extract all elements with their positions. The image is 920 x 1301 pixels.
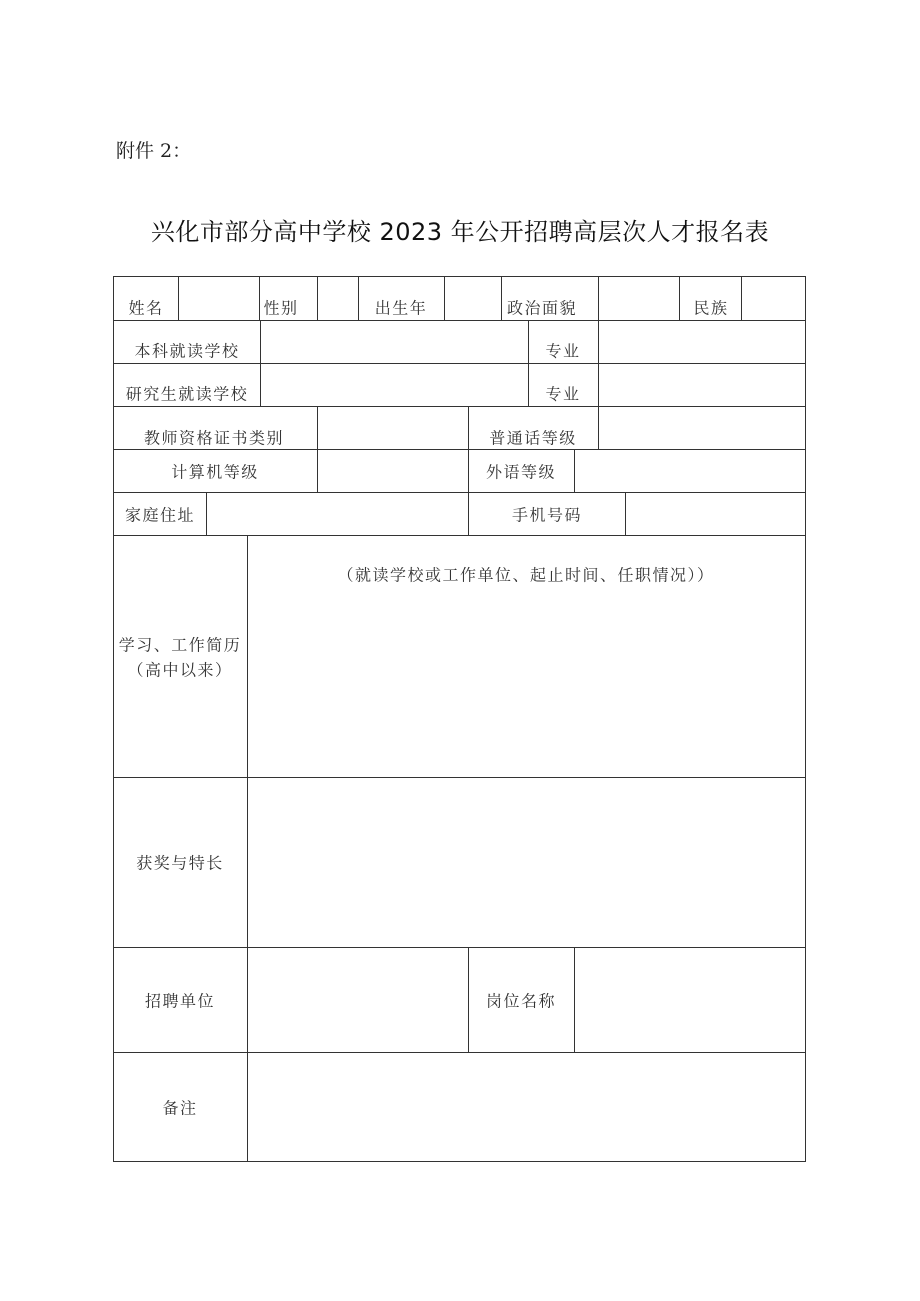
hiring-unit-field[interactable] bbox=[247, 947, 469, 1053]
mandarin-level-label: 普通话等级 bbox=[489, 428, 577, 448]
ethnicity-label: 民族 bbox=[693, 298, 729, 318]
attachment-label: 附件 2： bbox=[116, 140, 192, 162]
grad-school-field[interactable] bbox=[260, 363, 529, 407]
undergrad-major-field[interactable] bbox=[598, 320, 806, 364]
political-status-field[interactable] bbox=[598, 276, 680, 321]
position-name-label: 岗位名称 bbox=[485, 991, 557, 1011]
awards-label: 获奖与特长 bbox=[136, 853, 224, 873]
computer-level-field[interactable] bbox=[317, 449, 469, 493]
name-label: 姓名 bbox=[128, 298, 164, 318]
grad-school-label: 研究生就读学校 bbox=[125, 384, 249, 404]
resume-hint: （就读学校或工作单位、起止时间、任职情况）） bbox=[337, 565, 715, 585]
political-status-label: 政治面貌 bbox=[506, 298, 578, 318]
undergrad-school-label: 本科就读学校 bbox=[134, 341, 240, 361]
teacher-cert-field[interactable] bbox=[317, 406, 469, 450]
mandarin-level-field[interactable] bbox=[598, 406, 806, 450]
phone-label: 手机号码 bbox=[511, 505, 583, 525]
name-field[interactable] bbox=[178, 276, 260, 321]
grad-major-label: 专业 bbox=[545, 384, 581, 404]
hiring-unit-label: 招聘单位 bbox=[144, 991, 216, 1011]
resume-label-line1: 学习、工作简历 bbox=[118, 635, 242, 655]
position-name-field[interactable] bbox=[574, 947, 806, 1053]
birth-year-label: 出生年 bbox=[374, 298, 428, 318]
foreign-lang-level-label: 外语等级 bbox=[485, 462, 557, 482]
ethnicity-field[interactable] bbox=[741, 276, 806, 321]
resume-label-cell bbox=[113, 535, 248, 778]
gender-field[interactable] bbox=[317, 276, 359, 321]
birth-year-field[interactable] bbox=[444, 276, 502, 321]
teacher-cert-label: 教师资格证书类别 bbox=[143, 428, 285, 448]
resume-label-line2: （高中以来） bbox=[127, 660, 233, 680]
remarks-field[interactable] bbox=[247, 1052, 806, 1162]
undergrad-school-field[interactable] bbox=[260, 320, 529, 364]
undergrad-major-label: 专业 bbox=[545, 341, 581, 361]
computer-level-label: 计算机等级 bbox=[171, 462, 259, 482]
phone-field[interactable] bbox=[625, 492, 806, 536]
remarks-label: 备注 bbox=[162, 1098, 198, 1118]
awards-field[interactable] bbox=[247, 777, 806, 948]
gender-label: 性别 bbox=[263, 298, 299, 318]
form-title: 兴化市部分高中学校 2023 年公开招聘高层次人才报名表 bbox=[150, 218, 770, 246]
home-address-label: 家庭住址 bbox=[124, 505, 196, 525]
home-address-field[interactable] bbox=[206, 492, 469, 536]
grad-major-field[interactable] bbox=[598, 363, 806, 407]
foreign-lang-level-field[interactable] bbox=[574, 449, 806, 493]
